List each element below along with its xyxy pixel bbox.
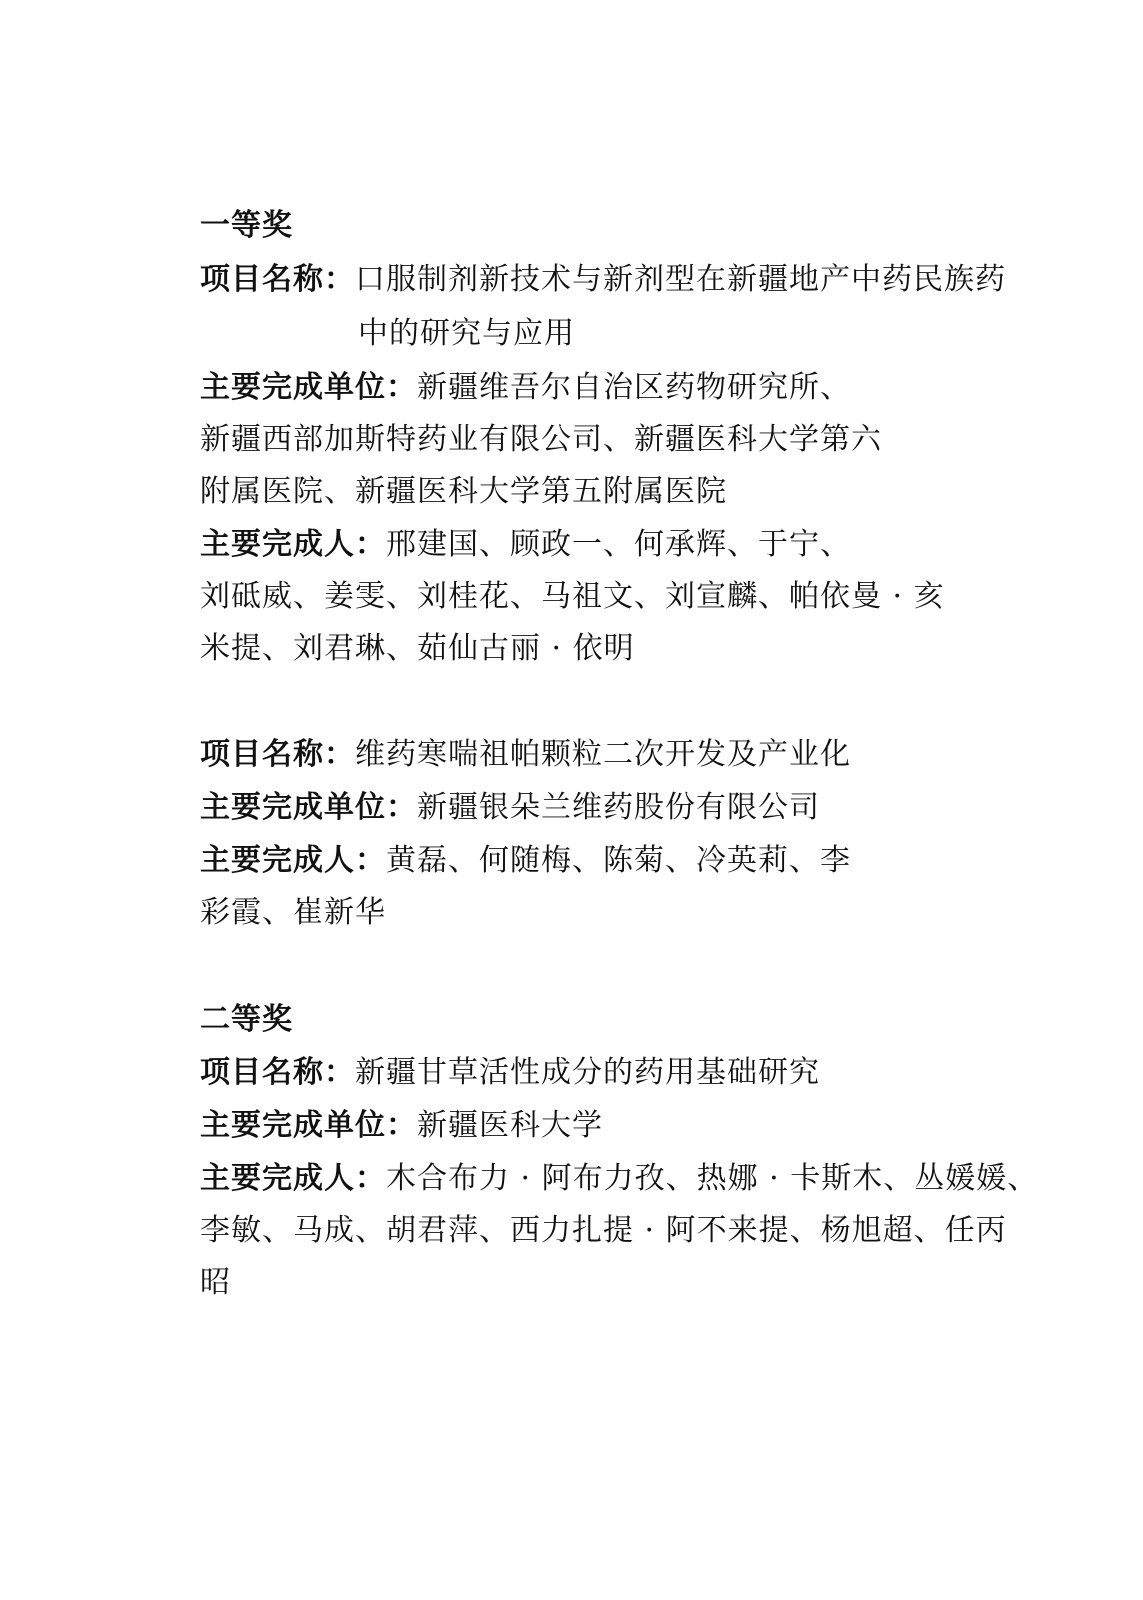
project3-people-line3: 昭 (200, 1265, 231, 1300)
project2-name-line (200, 729, 851, 781)
people-value: 木合布力 · 阿布力孜、热娜 · 卡斯木、丛媛媛、 (386, 1161, 1039, 1196)
project3-name-line (200, 1047, 820, 1099)
units-label: 主要完成单位： (200, 370, 417, 405)
units-value: 新疆银朵兰维药股份有限公司 (417, 790, 820, 825)
award-second-heading: 二等奖 (200, 1002, 293, 1037)
units-label: 主要完成单位： (200, 790, 417, 825)
project3-people-line (200, 1153, 1038, 1205)
project1-people-line (200, 519, 851, 571)
project1-units-line (200, 362, 851, 414)
people-label: 主要完成人： (200, 843, 386, 878)
units-value: 新疆医科大学 (417, 1108, 603, 1143)
project3-units-line (200, 1100, 603, 1152)
project-name-value: 口服制剂新技术与新剂型在新疆地产中药民族药 (355, 262, 1006, 297)
project-name-value: 新疆甘草活性成分的药用基础研究 (355, 1055, 820, 1090)
project2-people-line2: 彩霞、崔新华 (200, 895, 386, 930)
people-value: 黄磊、何随梅、陈菊、冷英莉、李 (386, 843, 851, 878)
people-value: 邢建国、顾政一、何承辉、于宁、 (386, 527, 851, 562)
project1-units-line3: 附属医院、新疆医科大学第五附属医院 (200, 474, 727, 509)
units-value: 新疆维吾尔自治区药物研究所、 (417, 370, 851, 405)
people-label: 主要完成人： (200, 527, 386, 562)
project1-people-line2: 刘砥威、姜雯、刘桂花、马祖文、刘宣麟、帕依曼 · 亥 (200, 579, 945, 614)
units-label: 主要完成单位： (200, 1108, 417, 1143)
project3-people-line2: 李敏、马成、胡君萍、西力扎提 · 阿不来提、杨旭超、任丙 (200, 1213, 1007, 1248)
project2-units-line (200, 782, 820, 834)
project1-name-line (200, 254, 1006, 306)
award-first-heading: 一等奖 (200, 208, 293, 243)
project1-name-line2: 中的研究与应用 (358, 316, 575, 351)
project-name-value: 维药寒喘祖帕颗粒二次开发及产业化 (355, 737, 851, 772)
people-label: 主要完成人： (200, 1161, 386, 1196)
project1-units-line2: 新疆西部加斯特药业有限公司、新疆医科大学第六 (200, 422, 882, 457)
project-name-label: 项目名称： (200, 262, 355, 297)
project-name-label: 项目名称： (200, 737, 355, 772)
project1-people-line3: 米提、刘君琳、茹仙古丽 · 依明 (200, 631, 635, 666)
project2-people-line (200, 835, 851, 887)
project-name-label: 项目名称： (200, 1055, 355, 1090)
